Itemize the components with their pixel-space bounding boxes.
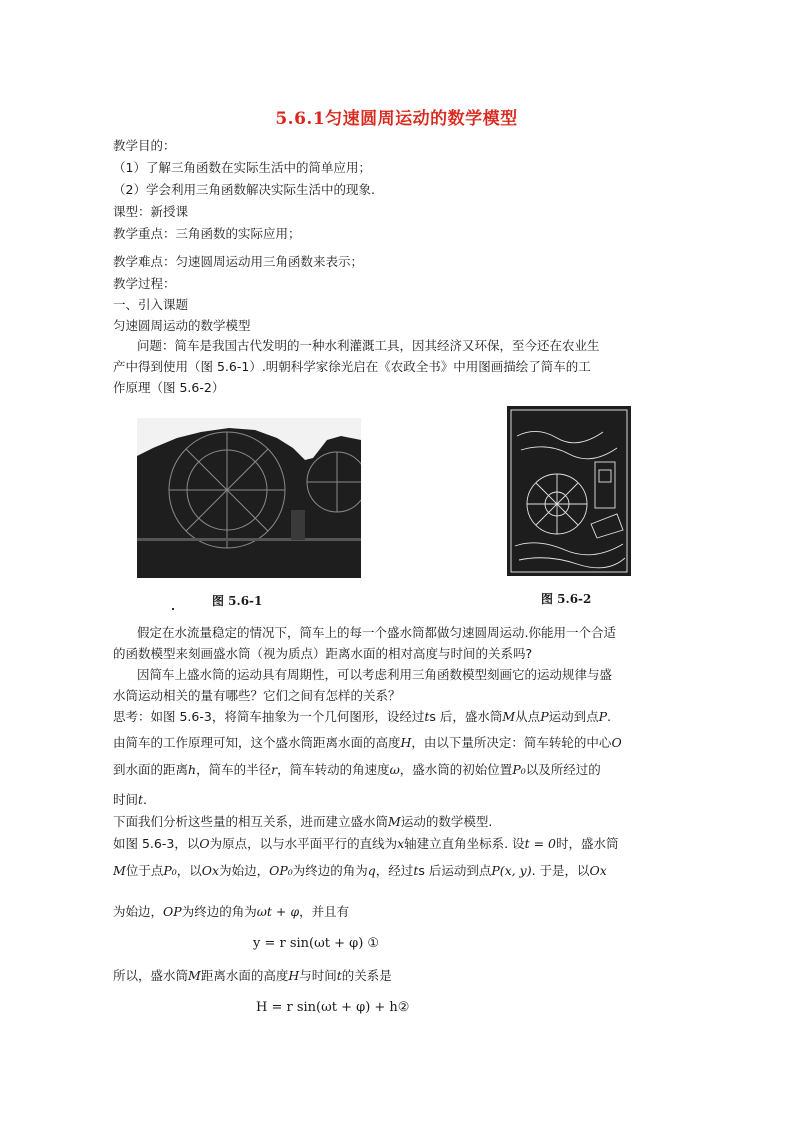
engraving-illustration: [507, 406, 631, 576]
waterwheel-photo: [137, 418, 361, 578]
think-line-1: 思考：如图 5.6-3，将简车抽象为一个几何图形，设经过ts 后，盛水筒M从点P运动到点P.: [113, 709, 612, 724]
text-line: （1）了解三角函数在实际生活中的简单应用；: [113, 160, 371, 175]
text-line: 匀速圆周运动的数学模型: [113, 318, 251, 333]
text-line: 教学过程：: [113, 276, 176, 291]
text-line: （2）学会利用三角函数解决实际生活中的现象.: [113, 182, 375, 197]
text-line: 教学重点：三角函数的实际应用；: [113, 226, 301, 241]
formula-2: H = r sin(ωt + φ) + h②: [256, 1000, 410, 1015]
dot-mark: [172, 608, 174, 610]
coord-line-2: M位于点P₀，以Ox为始边，OP₀为终边的角为q，经过ts 后运动到点P(x, y). 于是，以Ox: [113, 863, 607, 878]
text-line: 问题：简车是我国古代发明的一种水利灌溉工具，因其经济又环保，至今还在农业生: [137, 338, 600, 353]
text-line: 水筒运动相关的量有哪些？它们之间有怎样的关系？: [113, 688, 401, 703]
think-line-4: 时间t.: [113, 792, 148, 807]
text-line: 产中得到使用（图 5.6-1）.明朝科学家徐光启在《农政全书》中用图画描绘了简车的工: [113, 359, 591, 374]
think-line-2: 由简车的工作原理可知，这个盛水筒距离水面的高度H，由以下量所决定：简车转轮的中心O: [113, 735, 622, 750]
text-line: 教学难点：匀速圆周运动用三角函数来表示；: [113, 254, 364, 269]
text-line: 的函数模型来刻画盛水筒（视为质点）距离水面的相对高度与时间的关系吗?: [113, 646, 533, 661]
text-line: 因简车上盛水筒的运动具有周期性，可以考虑利用三角函数模型刻画它的运动规律与盛: [137, 667, 613, 682]
text-line: 假定在水流量稳定的情况下，简车上的每一个盛水筒都做匀速圆周运动.你能用一个合适: [137, 625, 616, 640]
text-line: 教学目的：: [113, 138, 176, 153]
coord-line-3: 为始边，OP为终边的角为ωt + φ，并且有: [113, 904, 350, 919]
text-line: 下面我们分析这些量的相互关系，进而建立盛水筒M运动的数学模型.: [113, 814, 493, 829]
think-line-3: 到水面的距离h，简车的半径r，简车转动的角速度ω，盛水筒的初始位置P₀以及所经过的: [113, 762, 601, 777]
text-line: 一、引入课题: [113, 297, 189, 312]
text-line: 作原理（图 5.6-2）: [113, 380, 225, 395]
formula-1: y = r sin(ωt + φ) ①: [253, 936, 380, 951]
coord-line-1: 如图 5.6-3，以O为原点，以与水平面平行的直线为x轴建立直角坐标系. 设t = 0时，盛水筒: [113, 836, 619, 851]
figure-caption: 图 5.6-2: [541, 592, 592, 606]
text-line: 课型：新授课: [113, 204, 189, 219]
relation-line: 所以，盛水筒M距离水面的高度H与时间t的关系是: [113, 968, 392, 983]
figure-caption: 图 5.6-1: [212, 594, 263, 608]
page-title: 5.6.1匀速圆周运动的数学模型: [275, 109, 518, 129]
